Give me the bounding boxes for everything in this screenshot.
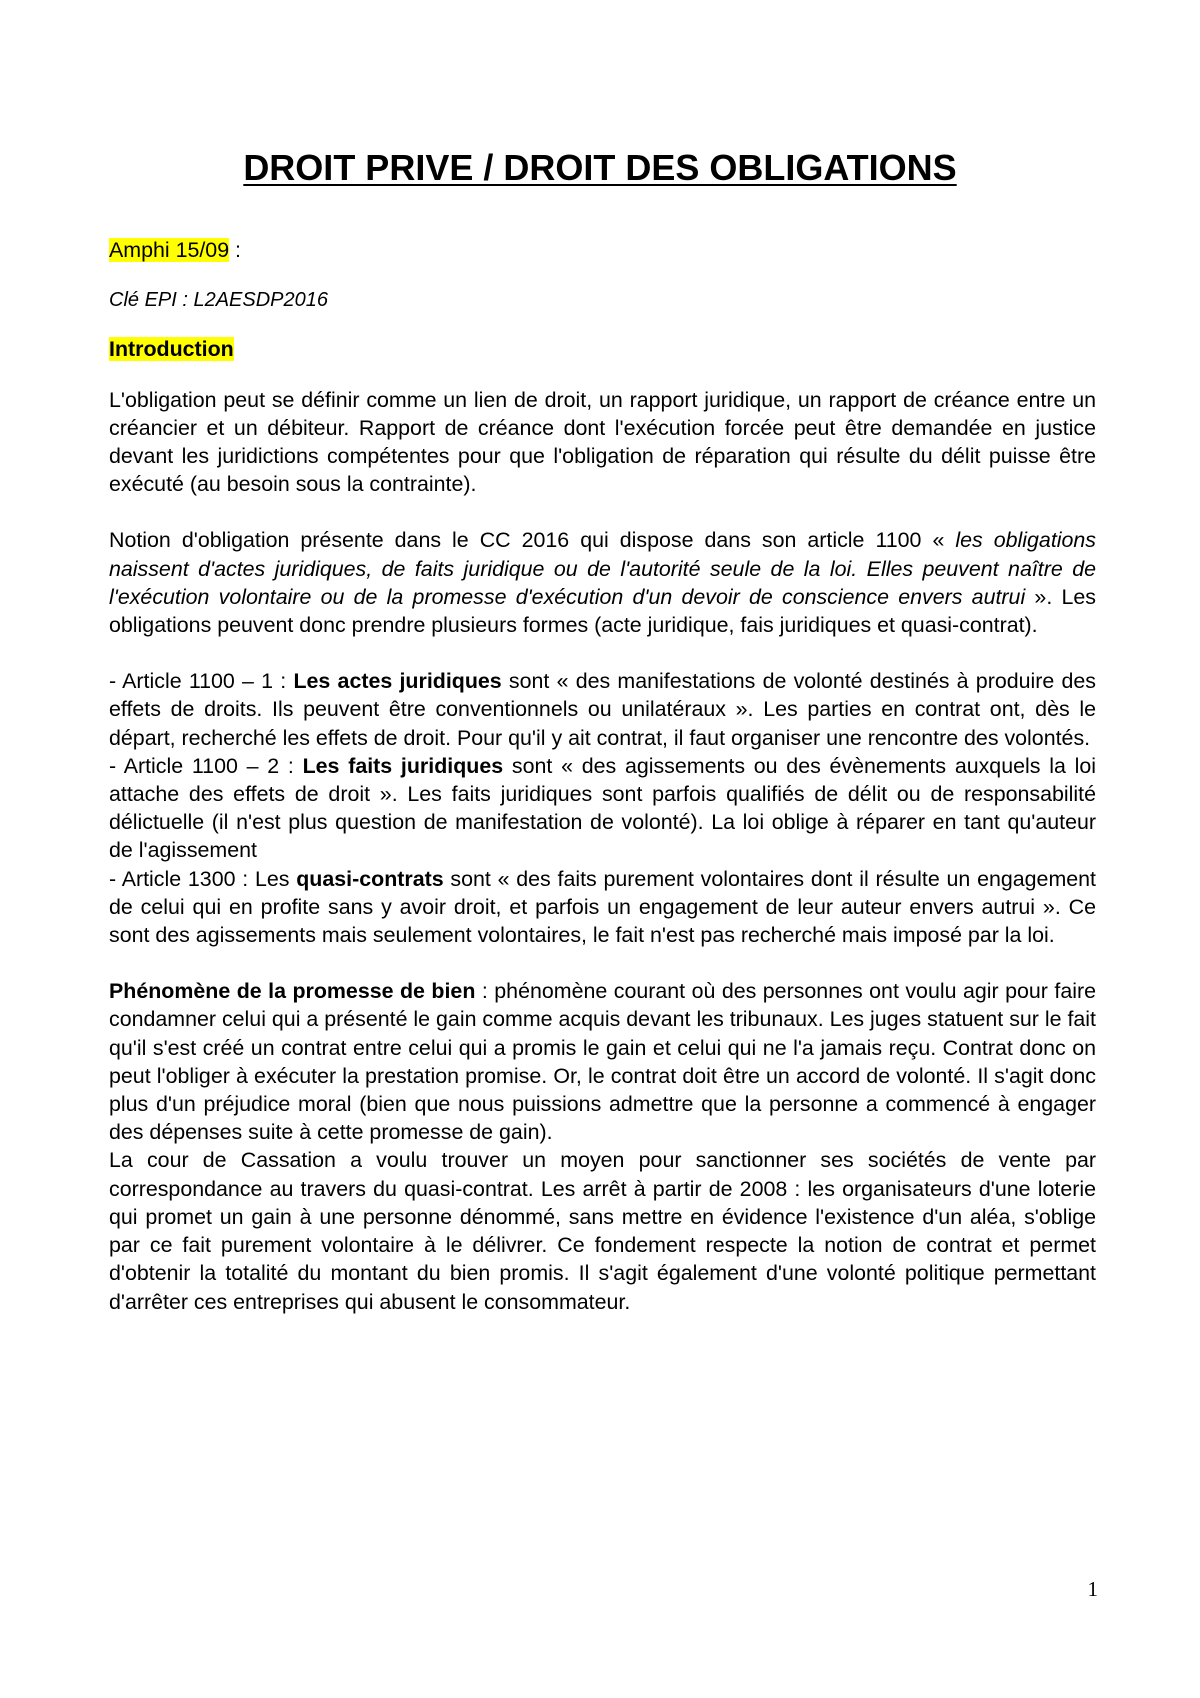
article-1100-2-prefix: - Article 1100 – 2 : — [109, 753, 303, 778]
document-title: DROIT PRIVE / DROIT DES OBLIGATIONS — [243, 147, 957, 188]
article-1100-intro: Notion d'obligation présente dans le CC 2016 qui dispose dans son article 1100 « — [109, 528, 956, 553]
article-1100-1-text: sont « des manifestations de volonté destinés à produire des effets de droits. Ils peuvent être conventionnels ou unilatéraux ». Les parties en contrat ont, dès le départ, recherché les effets de droit. Pour qu'il y ait contrat, il faut organiser une rencontre des volontés. — [109, 669, 1096, 750]
paragraph-cassation: La cour de Cassation a voulu trouver un moyen pour sanctionner ses sociétés de vente par correspondance au travers du quasi-contrat. Les arrêt à partir de 2008 : les organisateurs d'une loterie qui promet un gain à une personne dénommé, sans mettre en évidence l'existence d'un aléa, s'oblige par ce fait purement volontaire à le délivrer. Ce fondement respecte la notion de contrat et permet d'obtenir la totalité du montant du bien promis. Il s'agit également d'une volonté politique permettant d'arrêter ces entreprises qui abusent le consommateur. — [109, 1148, 1096, 1314]
paragraph-definition: L'obligation peut se définir comme un lien de droit, un rapport juridique, un rapport de créance entre un créancier et un débiteur. Rapport de créance dont l'exécution forcée peut être demandée en justice devant les juridictions compétentes pour que l'obligation de réparation qui résulte du délit puisse être exécuté (au besoin sous la contrainte). — [109, 387, 1096, 497]
article-1100-2-term: Les faits juridiques — [302, 753, 504, 778]
paragraph-article-1100-1 — [109, 667, 1096, 752]
paragraph-article-1100-2 — [109, 752, 1096, 865]
article-1300-prefix: - Article 1300 : Les — [109, 866, 297, 891]
document-body — [109, 236, 1096, 1316]
paragraph-promesse — [109, 977, 1096, 1146]
paragraph-article-1100 — [109, 526, 1096, 639]
amphi-label: Amphi 15/09 — [109, 238, 230, 262]
amphi-line — [109, 236, 1096, 264]
article-1100-quote: les obligations naissent d'actes juridiques, de faits juridique ou de l'autorité seule de la loi. Elles peuvent naître de l'exécution volontaire ou de la promesse d'exécution d'un devoir de conscience envers autrui — [109, 528, 1097, 609]
article-1100-2-text: sont « des agissements ou des évènements auxquels la loi attache des effets de droit ». Les faits juridiques sont parfois qualifiés de délit ou de responsabilité délictuelle (il n'est plus question de manifestation de volonté). La loi oblige à réparer en tant qu'auteur de l'agissement — [109, 753, 1096, 863]
article-1100-1-term: Les actes juridiques — [293, 669, 502, 694]
page-number: 1 — [1087, 1577, 1098, 1601]
article-1300-text: sont « des faits purement volontaires dont il résulte un engagement de celui qui en profite sans y avoir droit, et parfois un engagement de leur auteur envers autrui ». Ce sont des agissements mais seulement volontaires, le fait n'est pas recherché mais imposé par la loi. — [109, 866, 1096, 948]
section-heading — [109, 335, 1096, 363]
promesse-text: : phénomène courant où des personnes ont voulu agir pour faire condamner celui qui a présenté le gain comme acquis devant les tribunaux. Les juges statuent sur le fait qu'il s'est créé un contrat entre celui qui a promis le gain et celui qui ne l'a jamais reçu. Contrat donc on peut l'obliger à exécuter la prestation promise. Or, le contrat doit être un accord de volonté. Il s'agit donc plus d'un préjudice moral (bien que nous puissions admettre que la personne a commencé à engager des dépenses suite à cette promesse de gain). — [109, 979, 1096, 1145]
article-1100-1-prefix: - Article 1100 – 1 : — [109, 669, 294, 694]
amphi-suffix: : — [229, 238, 241, 262]
section-heading-text: Introduction — [109, 337, 234, 362]
cle-epi-line: Clé EPI : L2AESDP2016 — [109, 289, 329, 312]
promesse-term: Phénomène de la promesse de bien — [109, 979, 476, 1004]
article-1100-outro: ». Les obligations peuvent donc prendre plusieurs formes (acte juridique, fais juridiques et quasi-contrat). — [109, 584, 1096, 638]
article-1300-term: quasi-contrats — [296, 866, 444, 891]
paragraph-article-1300 — [109, 865, 1096, 950]
